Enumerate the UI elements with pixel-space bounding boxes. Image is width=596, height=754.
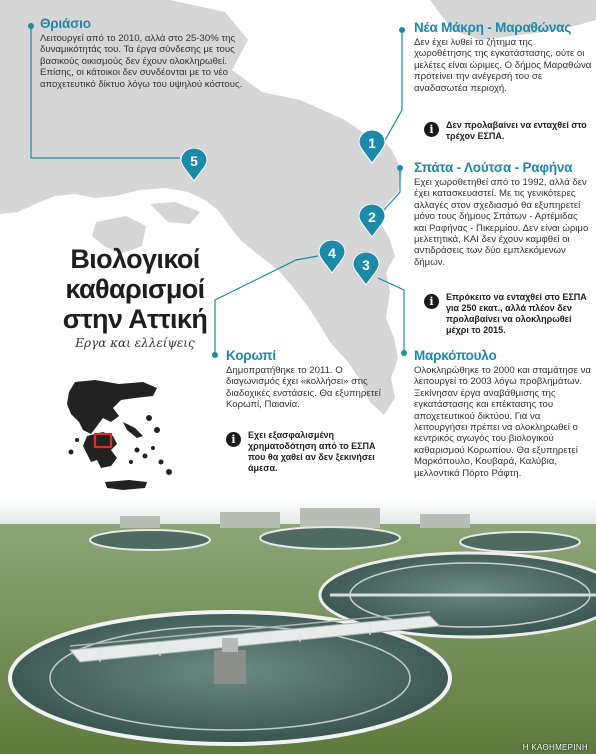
page-title-line3: στην Αττική [62, 304, 208, 334]
page-title [40, 244, 230, 334]
info-markopoulo-title: Μαρκόπουλο [414, 348, 497, 363]
map-pin-5[interactable] [180, 148, 208, 182]
note-spata [424, 292, 594, 336]
dot-spata [397, 165, 403, 171]
info-spata-body: Εχει χωροθετηθεί από το 1992, αλλά δεν έχει κατασκευαστεί. Με τις γενικότερες αλλαγές στον σχεδιασμό θα εξυπηρετεί μόνο τους δήμους Σπάτων - Αρτέμιδας και Ραφήνας - Πικερμίου. Δεν είναι ώριμο μελετητικά, ΚΑΙ δεν έχουν καμφθεί οι αντιδράσεις των δύο εμπλεκόμενων δήμων. [414, 177, 589, 268]
map-pin-3-number: 3 [362, 257, 370, 273]
page-title-line1: Βιολογικοί [70, 244, 200, 274]
greece-silhouette [67, 380, 172, 490]
greece-inset-map [57, 378, 177, 498]
map-pin-4[interactable] [318, 240, 346, 274]
map-pin-2-number: 2 [368, 209, 376, 225]
info-nea-makri [414, 20, 592, 94]
info-koropi-title: Κορωπί [226, 348, 276, 363]
map-pin-3[interactable] [352, 252, 380, 286]
note-spata-text: Επρόκειτο να ενταχθεί στο ΕΣΠΑ για 250 εκατ., αλλά πλέον δεν προλαβαίνει να ολοκληρωθεί μέχρι το 2015. [446, 292, 587, 335]
info-thriasio-body: Λειτουργεί από το 2010, αλλά στο 25-30% της δυναμικότητάς του. Τα έργα σύνδεσης με τους βασικούς οικισμούς δεν έχουν ολοκληρωθεί. Επίσης, οι κάτοικοι δεν συνδέονται με το νέο αποχετευτικό δίκτυο λόγω του υψηλού κόστους. [40, 33, 243, 90]
map-pin-1-number: 1 [368, 135, 376, 151]
info-nea-makri-body: Δεν έχει λυθεί το ζήτημα της χωροθέτησης της εγκατάστασης, ούτε οι μελέτες είναι ώριμες. Ο δήμος Μαραθώνα προτείνει την ανέγερσή του σε αναδασωτέα περιοχή. [414, 37, 592, 94]
dot-koropi [212, 352, 218, 358]
dot-nea-makri [399, 27, 405, 33]
map-pin-1[interactable] [358, 130, 386, 164]
note-koropi-text: Εχει εξασφαλισμένη χρηματοδότηση από το ΕΣΠΑ που θα χαθεί αν δεν ξεκινήσει άμεσα. [248, 430, 376, 473]
info-markopoulo [414, 348, 592, 479]
info-thriasio [40, 16, 260, 90]
info-thriasio-title: Θριάσιο [40, 16, 91, 31]
treatment-plant-photo [0, 500, 596, 754]
map-pin-4-number: 4 [328, 245, 336, 261]
dot-markopoulo [401, 350, 407, 356]
info-markopoulo-body: Ολοκληρώθηκε το 2000 και σταμάτησε να λειτουργεί το 2003 λόγω προβλημάτων. Ξεκίνησαν έργα αναβάθμισης της εγκατάστασης και επέκτασης του αποχετευτικού δικτύου. Για να λειτουργήσει πρέπει να ολοκληρωθεί ο κεντρικός αγωγός του βιολογικού καθαρισμού Κορωπίου. Θα εξυπηρετεί Μαρκόπουλο, Κουβαρά, Καλύβια, μελλοντικά Πόρτο Ράφτη. [414, 365, 591, 479]
map-pin-5-number: 5 [190, 153, 198, 169]
info-icon: i [226, 432, 241, 447]
credit-text: Η ΚΑΘΗΜΕΡΙΝΗ [522, 743, 588, 752]
info-koropi [226, 348, 386, 411]
info-spata [414, 160, 592, 268]
note-nea-makri [424, 120, 592, 142]
map-pin-2[interactable] [358, 204, 386, 238]
info-icon: i [424, 122, 439, 137]
info-koropi-body: Δημοπρατήθηκε το 2011. Ο διαγωνισμός έχει «κολλήσει» στις διαδοχικές ενστάσεις. Θα εξυπηρετεί Κορωπί, Παιανία. [226, 365, 381, 411]
info-spata-title: Σπάτα - Λούτσα - Ραφήνα [414, 160, 573, 175]
info-icon: i [424, 294, 439, 309]
page-title-line2: καθαρισμοί [65, 274, 205, 304]
note-koropi [226, 430, 392, 474]
page-subtitle: Εργα και ελλείψεις [75, 336, 195, 350]
dot-thriasio [28, 23, 34, 29]
note-nea-makri-text: Δεν προλαβαίνει να ενταχθεί στο τρέχον ΕΣΠΑ. [446, 120, 587, 141]
info-nea-makri-title: Νέα Μάκρη - Μαραθώνας [414, 20, 572, 35]
